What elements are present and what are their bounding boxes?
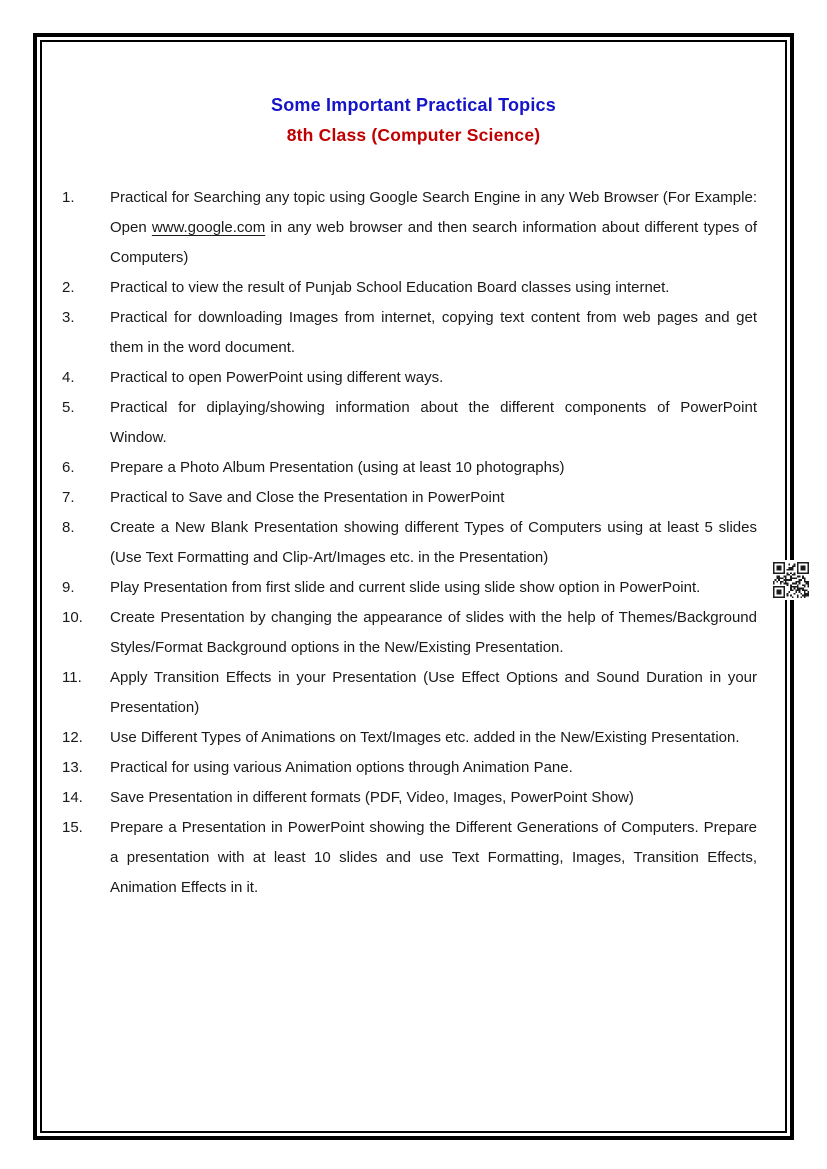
list-item: [42, 183, 785, 273]
item-text: Practical to Save and Close the Presentation in PowerPoint: [110, 489, 505, 506]
list-item: [42, 303, 785, 363]
item-text: Create a New Blank Presentation showing different Types of Computers using at least 5 slides (Use Text Formatting and Clip-Art/Images etc. in the Presentation): [110, 519, 757, 566]
item-number: 14.: [62, 789, 83, 806]
list-item: [42, 483, 785, 513]
item-number: 3.: [62, 309, 75, 326]
list-item: [42, 813, 785, 903]
document-subtitle: 8th Class (Computer Science): [286, 125, 541, 145]
item-text: Save Presentation in different formats (PDF, Video, Images, PowerPoint Show): [110, 789, 634, 806]
item-number: 7.: [62, 489, 75, 506]
item-number: 4.: [62, 369, 75, 386]
practical-topics-list: [42, 183, 785, 903]
list-item: [42, 783, 785, 813]
item-number: 13.: [62, 759, 83, 776]
item-text: Prepare a Photo Album Presentation (using at least 10 photographs): [110, 459, 565, 476]
item-text: Apply Transition Effects in your Presentation (Use Effect Options and Sound Duration in your Presentation): [110, 669, 757, 716]
item-text: Create Presentation by changing the appearance of slides with the help of Themes/Background Styles/Format Background options in the New/Existing Presentation.: [110, 609, 757, 656]
item-number: 12.: [62, 729, 83, 746]
item-text: Use Different Types of Animations on Text/Images etc. added in the New/Existing Presentation.: [110, 729, 740, 746]
qr-code-icon: [772, 560, 810, 600]
item-number: 10.: [62, 609, 83, 626]
item-number: 9.: [62, 579, 75, 596]
item-number: 1.: [62, 189, 75, 206]
item-text-before: Practical for Searching any topic using Google Search Engine in any Web Browser (For Example: Open: [110, 189, 757, 236]
list-item: [42, 603, 785, 663]
list-item: [42, 393, 785, 453]
document-title: Some Important Practical Topics: [271, 95, 556, 115]
list-item: [42, 273, 785, 303]
item-number: 2.: [62, 279, 75, 296]
item-number: 11.: [62, 669, 82, 686]
item-text: [110, 183, 757, 273]
item-text: Play Presentation from first slide and current slide using slide show option in PowerPoint.: [110, 579, 701, 596]
item-text: Practical to open PowerPoint using different ways.: [110, 369, 444, 386]
item-number: 5.: [62, 399, 75, 416]
list-item: [42, 663, 785, 723]
list-item: [42, 363, 785, 393]
item-text-after: in any web browser and then search information about different types of Computers): [110, 219, 757, 266]
item-text: Practical for diplaying/showing information about the different components of PowerPoint Window.: [110, 399, 757, 446]
list-item: [42, 453, 785, 483]
item-number: 8.: [62, 519, 75, 536]
item-text: Practical for downloading Images from internet, copying text content from web pages and get them in the word document.: [110, 309, 757, 356]
page-border-outer: [33, 33, 794, 1140]
page-border-inner: [40, 40, 787, 1133]
google-url-link[interactable]: www.google.com: [151, 219, 266, 236]
list-item: [42, 573, 785, 603]
list-item: [42, 723, 785, 753]
item-text: Prepare a Presentation in PowerPoint showing the Different Generations of Computers. Prepare a presentation with at least 10 slides and use Text Formatting, Images, Transition Effects, Animation Effects in it.: [110, 819, 757, 896]
item-number: 15.: [62, 819, 83, 836]
item-text: Practical to view the result of Punjab School Education Board classes using internet.: [110, 279, 670, 296]
list-item: [42, 513, 785, 573]
item-number: 6.: [62, 459, 75, 476]
list-item: [42, 753, 785, 783]
item-text: Practical for using various Animation options through Animation Pane.: [110, 759, 573, 776]
